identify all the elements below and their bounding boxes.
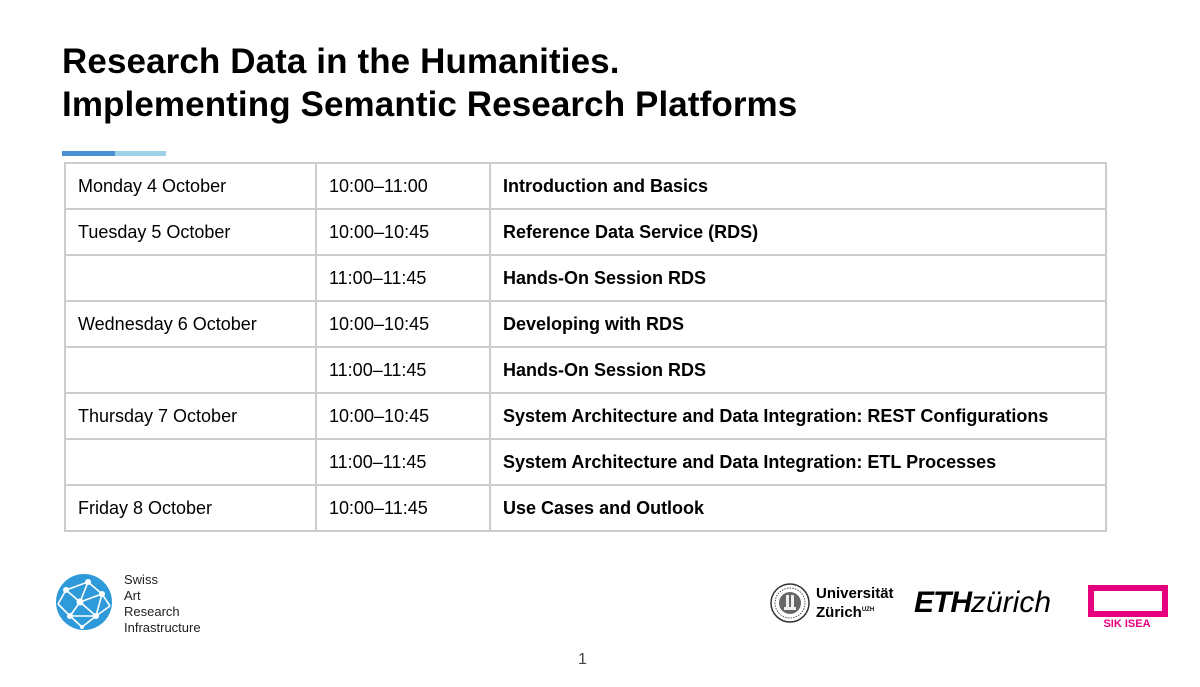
time-cell: 10:00–10:45 bbox=[316, 301, 490, 347]
eth-bold-text: ETH bbox=[914, 586, 971, 619]
accent-bar-dark bbox=[62, 151, 115, 156]
table-row bbox=[65, 255, 1106, 301]
day-cell bbox=[65, 347, 316, 393]
table-row bbox=[65, 163, 1106, 209]
topic-cell: System Architecture and Data Integration: REST Configurations bbox=[490, 393, 1106, 439]
sari-line-3: Research bbox=[124, 604, 180, 619]
title-line-2: Implementing Semantic Research Platforms bbox=[62, 85, 798, 124]
network-globe-icon bbox=[54, 572, 114, 632]
day-cell: Friday 8 October bbox=[65, 485, 316, 531]
table-row bbox=[65, 439, 1106, 485]
topic-cell: Hands-On Session RDS bbox=[490, 347, 1106, 393]
day-cell: Thursday 7 October bbox=[65, 393, 316, 439]
topic-cell: Reference Data Service (RDS) bbox=[490, 209, 1106, 255]
uzh-line-1: Universität bbox=[816, 585, 894, 602]
uzh-wordmark bbox=[816, 585, 894, 621]
uzh-line-2 bbox=[816, 602, 894, 621]
day-cell bbox=[65, 439, 316, 485]
day-cell bbox=[65, 255, 316, 301]
title-line-1: Research Data in the Humanities. bbox=[62, 42, 620, 81]
uzh-superscript: UZH bbox=[861, 607, 875, 613]
topic-cell: Developing with RDS bbox=[490, 301, 1106, 347]
topic-cell: System Architecture and Data Integration: ETL Processes bbox=[490, 439, 1106, 485]
table-row bbox=[65, 393, 1106, 439]
uzh-city: Zürich bbox=[816, 604, 862, 621]
sik-isea-logo bbox=[1088, 585, 1166, 630]
topic-cell: Hands-On Session RDS bbox=[490, 255, 1106, 301]
slide-title bbox=[62, 40, 797, 126]
eth-regular-text: zürich bbox=[971, 586, 1052, 619]
table-row bbox=[65, 301, 1106, 347]
sari-wordmark bbox=[124, 572, 201, 636]
time-cell: 11:00–11:45 bbox=[316, 255, 490, 301]
table-row bbox=[65, 485, 1106, 531]
time-cell: 10:00–11:00 bbox=[316, 163, 490, 209]
day-cell: Monday 4 October bbox=[65, 163, 316, 209]
time-cell: 11:00–11:45 bbox=[316, 439, 490, 485]
page-number: 1 bbox=[578, 651, 587, 668]
schedule-table bbox=[64, 162, 1107, 532]
sari-line-4: Infrastructure bbox=[124, 620, 201, 635]
topic-cell: Introduction and Basics bbox=[490, 163, 1106, 209]
topic-cell: Use Cases and Outlook bbox=[490, 485, 1106, 531]
time-cell: 10:00–10:45 bbox=[316, 393, 490, 439]
sik-frame-icon bbox=[1088, 585, 1168, 617]
day-cell: Tuesday 5 October bbox=[65, 209, 316, 255]
day-cell: Wednesday 6 October bbox=[65, 301, 316, 347]
uzh-logo bbox=[770, 583, 894, 623]
time-cell: 11:00–11:45 bbox=[316, 347, 490, 393]
seal-icon bbox=[770, 583, 810, 623]
table-row bbox=[65, 347, 1106, 393]
table-row bbox=[65, 209, 1106, 255]
sik-text: SIK ISEA bbox=[1103, 618, 1151, 630]
eth-logo bbox=[914, 586, 1051, 620]
time-cell: 10:00–11:45 bbox=[316, 485, 490, 531]
sari-logo bbox=[54, 572, 201, 636]
time-cell: 10:00–10:45 bbox=[316, 209, 490, 255]
accent-bar-light bbox=[115, 151, 166, 156]
sari-line-1: Swiss bbox=[124, 572, 158, 587]
sari-line-2: Art bbox=[124, 588, 141, 603]
